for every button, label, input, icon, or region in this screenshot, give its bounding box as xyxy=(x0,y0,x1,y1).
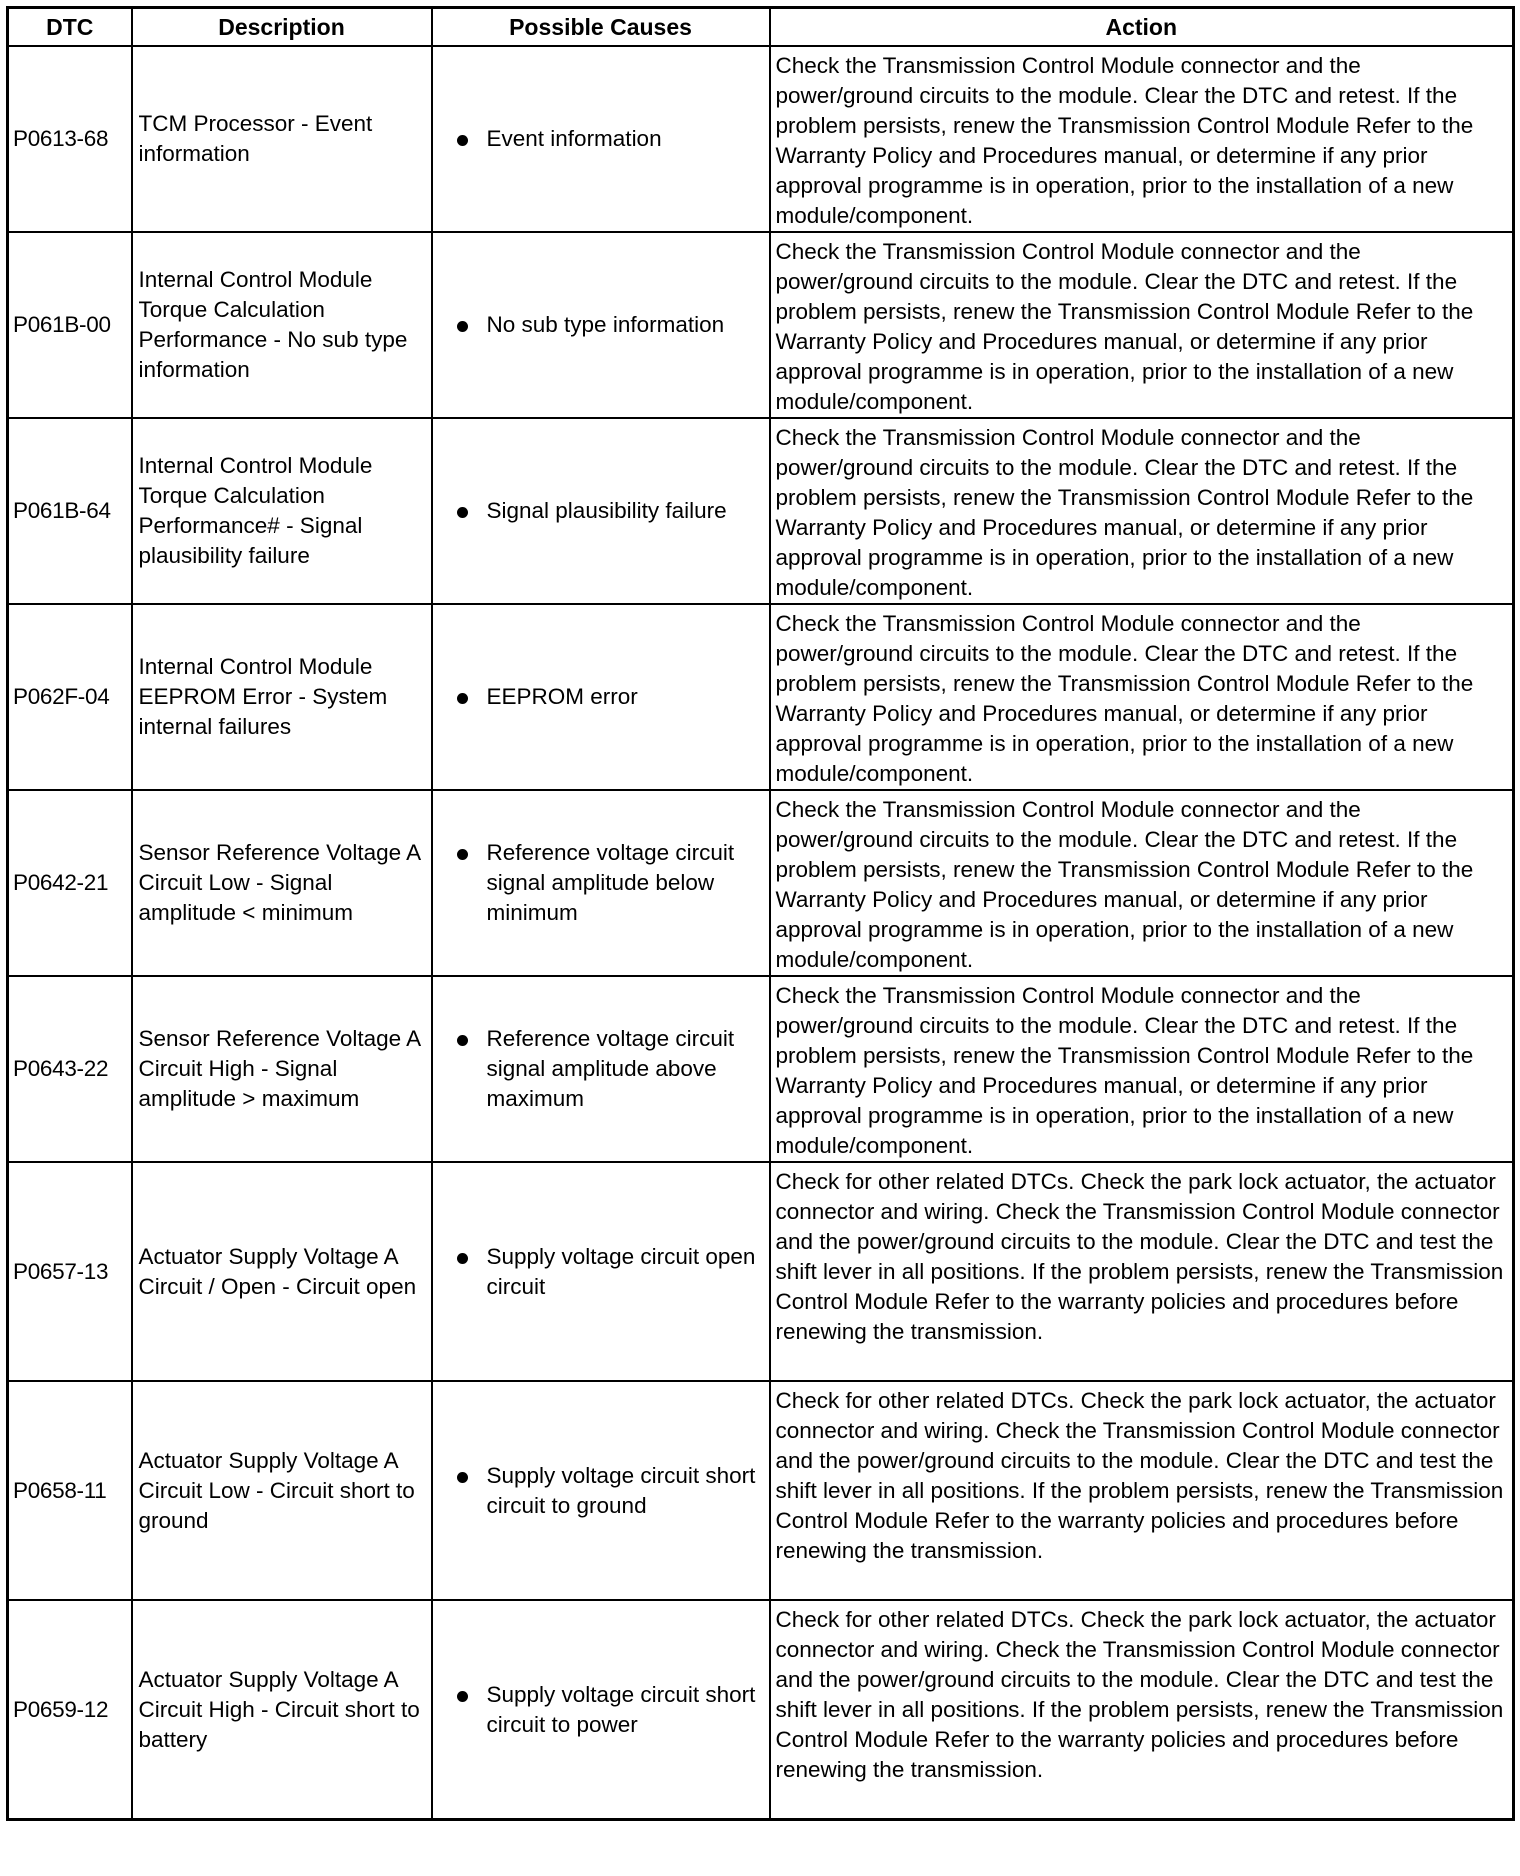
table-row xyxy=(8,976,1514,1162)
possible-cause-cell xyxy=(432,1381,770,1600)
bullet-icon xyxy=(457,1472,468,1483)
action-cell xyxy=(770,1381,1514,1600)
header-description: Description xyxy=(132,8,432,47)
possible-cause-cell xyxy=(432,1162,770,1381)
dtc-code: P0657-13 xyxy=(8,1162,132,1381)
bullet-icon xyxy=(457,693,468,704)
possible-cause: Reference voltage circuit signal amplitude below minimum xyxy=(486,840,735,925)
table-row xyxy=(8,232,1514,418)
action-text: Check the Transmission Control Module connector and the power/ground circuits to the module. Clear the DTC and retest. If the problem persists, renew the Transmission Control Module Refer to the Warranty Policy and Procedures manual, or determine if any prior approval programme is in operation, prior to the installation of a new module/component. xyxy=(775,797,1474,972)
table-row xyxy=(8,418,1514,604)
action-text: Check the Transmission Control Module connector and the power/ground circuits to the module. Clear the DTC and retest. If the problem persists, renew the Transmission Control Module Refer to the Warranty Policy and Procedures manual, or determine if any prior approval programme is in operation, prior to the installation of a new module/component. xyxy=(775,611,1474,786)
action-text: Check the Transmission Control Module connector and the power/ground circuits to the module. Clear the DTC and retest. If the problem persists, renew the Transmission Control Module Refer to the Warranty Policy and Procedures manual, or determine if any prior approval programme is in operation, prior to the installation of a new module/component. xyxy=(775,983,1474,1158)
action-text: Check for other related DTCs. Check the park lock actuator, the actuator connector and wiring. Check the Transmission Control Module connector and the power/ground circuits to the module. Clear the DTC and test the shift lever in all positions. If the problem persists, renew the Transmission Control Module Refer to the warranty policies and procedures before renewing the transmission. xyxy=(775,1169,1504,1344)
header-dtc: DTC xyxy=(8,8,132,47)
action-cell xyxy=(770,790,1514,976)
dtc-code: P0659-12 xyxy=(8,1600,132,1820)
possible-cause: EEPROM error xyxy=(486,684,638,709)
dtc-table xyxy=(6,6,1515,1821)
action-cell xyxy=(770,232,1514,418)
header-possible-causes: Possible Causes xyxy=(432,8,770,47)
dtc-description: Actuator Supply Voltage A Circuit Low - Circuit short to ground xyxy=(132,1381,432,1600)
possible-cause: Supply voltage circuit short circuit to power xyxy=(486,1681,756,1737)
table-row xyxy=(8,1381,1514,1600)
table-row xyxy=(8,46,1514,232)
bullet-icon xyxy=(457,321,468,332)
table-row xyxy=(8,604,1514,790)
dtc-code: P0658-11 xyxy=(8,1381,132,1600)
action-text: Check the Transmission Control Module connector and the power/ground circuits to the module. Clear the DTC and retest. If the problem persists, renew the Transmission Control Module Refer to the Warranty Policy and Procedures manual, or determine if any prior approval programme is in operation, prior to the installation of a new module/component. xyxy=(775,53,1474,228)
header-action: Action xyxy=(770,8,1514,47)
dtc-description: Sensor Reference Voltage A Circuit High - Signal amplitude > maximum xyxy=(132,976,432,1162)
action-cell xyxy=(770,604,1514,790)
bullet-icon xyxy=(457,849,468,860)
possible-cause-cell xyxy=(432,976,770,1162)
dtc-code: P0643-22 xyxy=(8,976,132,1162)
bullet-icon xyxy=(457,135,468,146)
action-text: Check for other related DTCs. Check the park lock actuator, the actuator connector and wiring. Check the Transmission Control Module connector and the power/ground circuits to the module. Clear the DTC and test the shift lever in all positions. If the problem persists, renew the Transmission Control Module Refer to the warranty policies and procedures before renewing the transmission. xyxy=(775,1607,1504,1782)
possible-cause-cell xyxy=(432,46,770,232)
action-cell xyxy=(770,976,1514,1162)
bullet-icon xyxy=(457,507,468,518)
dtc-code: P0613-68 xyxy=(8,46,132,232)
dtc-code: P061B-00 xyxy=(8,232,132,418)
possible-cause: Signal plausibility failure xyxy=(486,498,727,523)
possible-cause: Reference voltage circuit signal amplitude above maximum xyxy=(486,1026,735,1111)
possible-cause: No sub type information xyxy=(486,312,725,337)
possible-cause-cell xyxy=(432,232,770,418)
dtc-description: Internal Control Module EEPROM Error - System internal failures xyxy=(132,604,432,790)
action-cell xyxy=(770,1600,1514,1820)
possible-cause-cell xyxy=(432,418,770,604)
bullet-icon xyxy=(457,1691,468,1702)
action-cell xyxy=(770,1162,1514,1381)
action-cell xyxy=(770,418,1514,604)
possible-cause: Supply voltage circuit open circuit xyxy=(486,1243,756,1299)
action-text: Check the Transmission Control Module connector and the power/ground circuits to the module. Clear the DTC and retest. If the problem persists, renew the Transmission Control Module Refer to the Warranty Policy and Procedures manual, or determine if any prior approval programme is in operation, prior to the installation of a new module/component. xyxy=(775,239,1474,414)
table-row xyxy=(8,1162,1514,1381)
dtc-description: Sensor Reference Voltage A Circuit Low - Signal amplitude < minimum xyxy=(132,790,432,976)
possible-cause-cell xyxy=(432,604,770,790)
table-header-row xyxy=(8,8,1514,47)
action-cell xyxy=(770,46,1514,232)
bullet-icon xyxy=(457,1253,468,1264)
dtc-description: TCM Processor - Event information xyxy=(132,46,432,232)
dtc-code: P062F-04 xyxy=(8,604,132,790)
dtc-description: Actuator Supply Voltage A Circuit High - Circuit short to battery xyxy=(132,1600,432,1820)
dtc-description: Internal Control Module Torque Calculation Performance# - Signal plausibility failure xyxy=(132,418,432,604)
dtc-code: P0642-21 xyxy=(8,790,132,976)
bullet-icon xyxy=(457,1035,468,1046)
dtc-code: P061B-64 xyxy=(8,418,132,604)
dtc-description: Actuator Supply Voltage A Circuit / Open - Circuit open xyxy=(132,1162,432,1381)
possible-cause-cell xyxy=(432,790,770,976)
possible-cause-cell xyxy=(432,1600,770,1820)
possible-cause: Event information xyxy=(486,126,662,151)
possible-cause: Supply voltage circuit short circuit to ground xyxy=(486,1462,756,1518)
action-text: Check the Transmission Control Module connector and the power/ground circuits to the module. Clear the DTC and retest. If the problem persists, renew the Transmission Control Module Refer to the Warranty Policy and Procedures manual, or determine if any prior approval programme is in operation, prior to the installation of a new module/component. xyxy=(775,425,1474,600)
table-row xyxy=(8,790,1514,976)
table-row xyxy=(8,1600,1514,1820)
action-text: Check for other related DTCs. Check the park lock actuator, the actuator connector and wiring. Check the Transmission Control Module connector and the power/ground circuits to the module. Clear the DTC and test the shift lever in all positions. If the problem persists, renew the Transmission Control Module Refer to the warranty policies and procedures before renewing the transmission. xyxy=(775,1388,1504,1563)
dtc-description: Internal Control Module Torque Calculation Performance - No sub type information xyxy=(132,232,432,418)
